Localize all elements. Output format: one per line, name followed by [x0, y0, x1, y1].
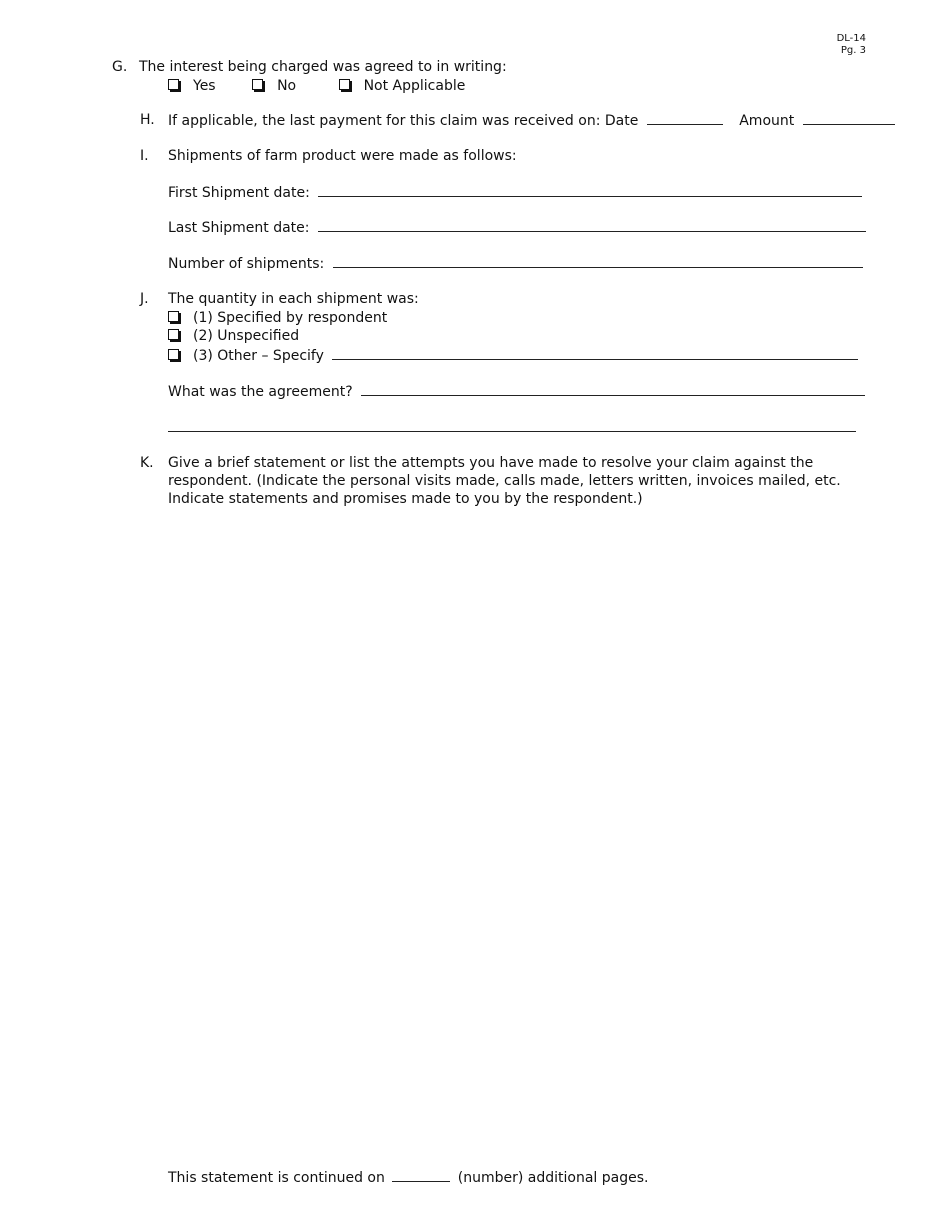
page-number: Pg. 3: [840, 45, 866, 56]
option-specified-row: [168, 309, 387, 327]
section-g-options: [168, 77, 465, 95]
last-shipment-date-field[interactable]: [318, 218, 866, 232]
yes-label: Yes: [193, 78, 216, 94]
unspecified-label: (2) Unspecified: [193, 328, 300, 344]
form-identifier: [837, 33, 866, 57]
last-payment-date-field[interactable]: [647, 111, 723, 125]
option-other-row: [168, 346, 858, 365]
last-shipment-label: Last Shipment date:: [168, 220, 310, 236]
specified-label: (1) Specified by respondent: [193, 310, 388, 326]
section-j-text: The quantity in each shipment was:: [168, 291, 419, 307]
shipment-count-row: [168, 254, 863, 273]
yes-checkbox[interactable]: [168, 79, 179, 90]
shipment-count-field[interactable]: [333, 254, 863, 268]
section-k-text: Give a brief statement or list the attempts you have made to resolve your claim against the respondent. (Indicate the personal visits made, calls made, letters written, invoices mailed, etc. Indicate statements and promises made to you by the respondent.): [168, 455, 841, 507]
continuation-suffix: (number) additional pages.: [457, 1170, 649, 1186]
section-i-text: Shipments of farm product were made as follows:: [168, 148, 517, 164]
no-checkbox[interactable]: [252, 79, 263, 90]
not-applicable-label: Not Applicable: [363, 78, 466, 94]
not-applicable-checkbox[interactable]: [339, 79, 350, 90]
additional-pages-field[interactable]: [392, 1168, 450, 1182]
agreement-row-2: [168, 418, 856, 437]
other-label: (3) Other – Specify: [193, 348, 324, 364]
last-payment-label: If applicable, the last payment for this claim was received on: Date: [168, 113, 639, 129]
shipment-count-label: Number of shipments:: [168, 256, 325, 272]
agreement-field[interactable]: [361, 382, 865, 396]
first-shipment-label: First Shipment date:: [168, 185, 310, 201]
unspecified-checkbox[interactable]: [168, 329, 179, 340]
first-shipment-date-field[interactable]: [318, 183, 862, 197]
other-checkbox[interactable]: [168, 349, 179, 360]
continuation-row: [168, 1168, 648, 1187]
section-g-question: The interest being charged was agreed to in writing:: [139, 59, 507, 75]
section-g-letter: G.: [112, 59, 128, 75]
agreement-field-line-2[interactable]: [168, 418, 856, 432]
last-shipment-row: [168, 218, 866, 237]
section-h-row: [168, 111, 895, 130]
section-i-letter: I.: [140, 148, 149, 164]
other-specify-field[interactable]: [332, 346, 858, 360]
section-j-letter: J.: [140, 291, 149, 307]
agreement-label: What was the agreement?: [168, 384, 353, 400]
amount-label: Amount: [739, 113, 795, 129]
agreement-row: [168, 382, 865, 401]
first-shipment-row: [168, 183, 862, 202]
continuation-prefix: This statement is continued on: [168, 1170, 385, 1186]
no-label: No: [277, 78, 297, 94]
form-number: DL-14: [836, 33, 866, 44]
section-h-letter: H.: [140, 112, 155, 128]
option-unspecified-row: [168, 327, 299, 345]
amount-field[interactable]: [803, 111, 895, 125]
section-k-letter: K.: [140, 455, 154, 471]
specified-checkbox[interactable]: [168, 311, 179, 322]
